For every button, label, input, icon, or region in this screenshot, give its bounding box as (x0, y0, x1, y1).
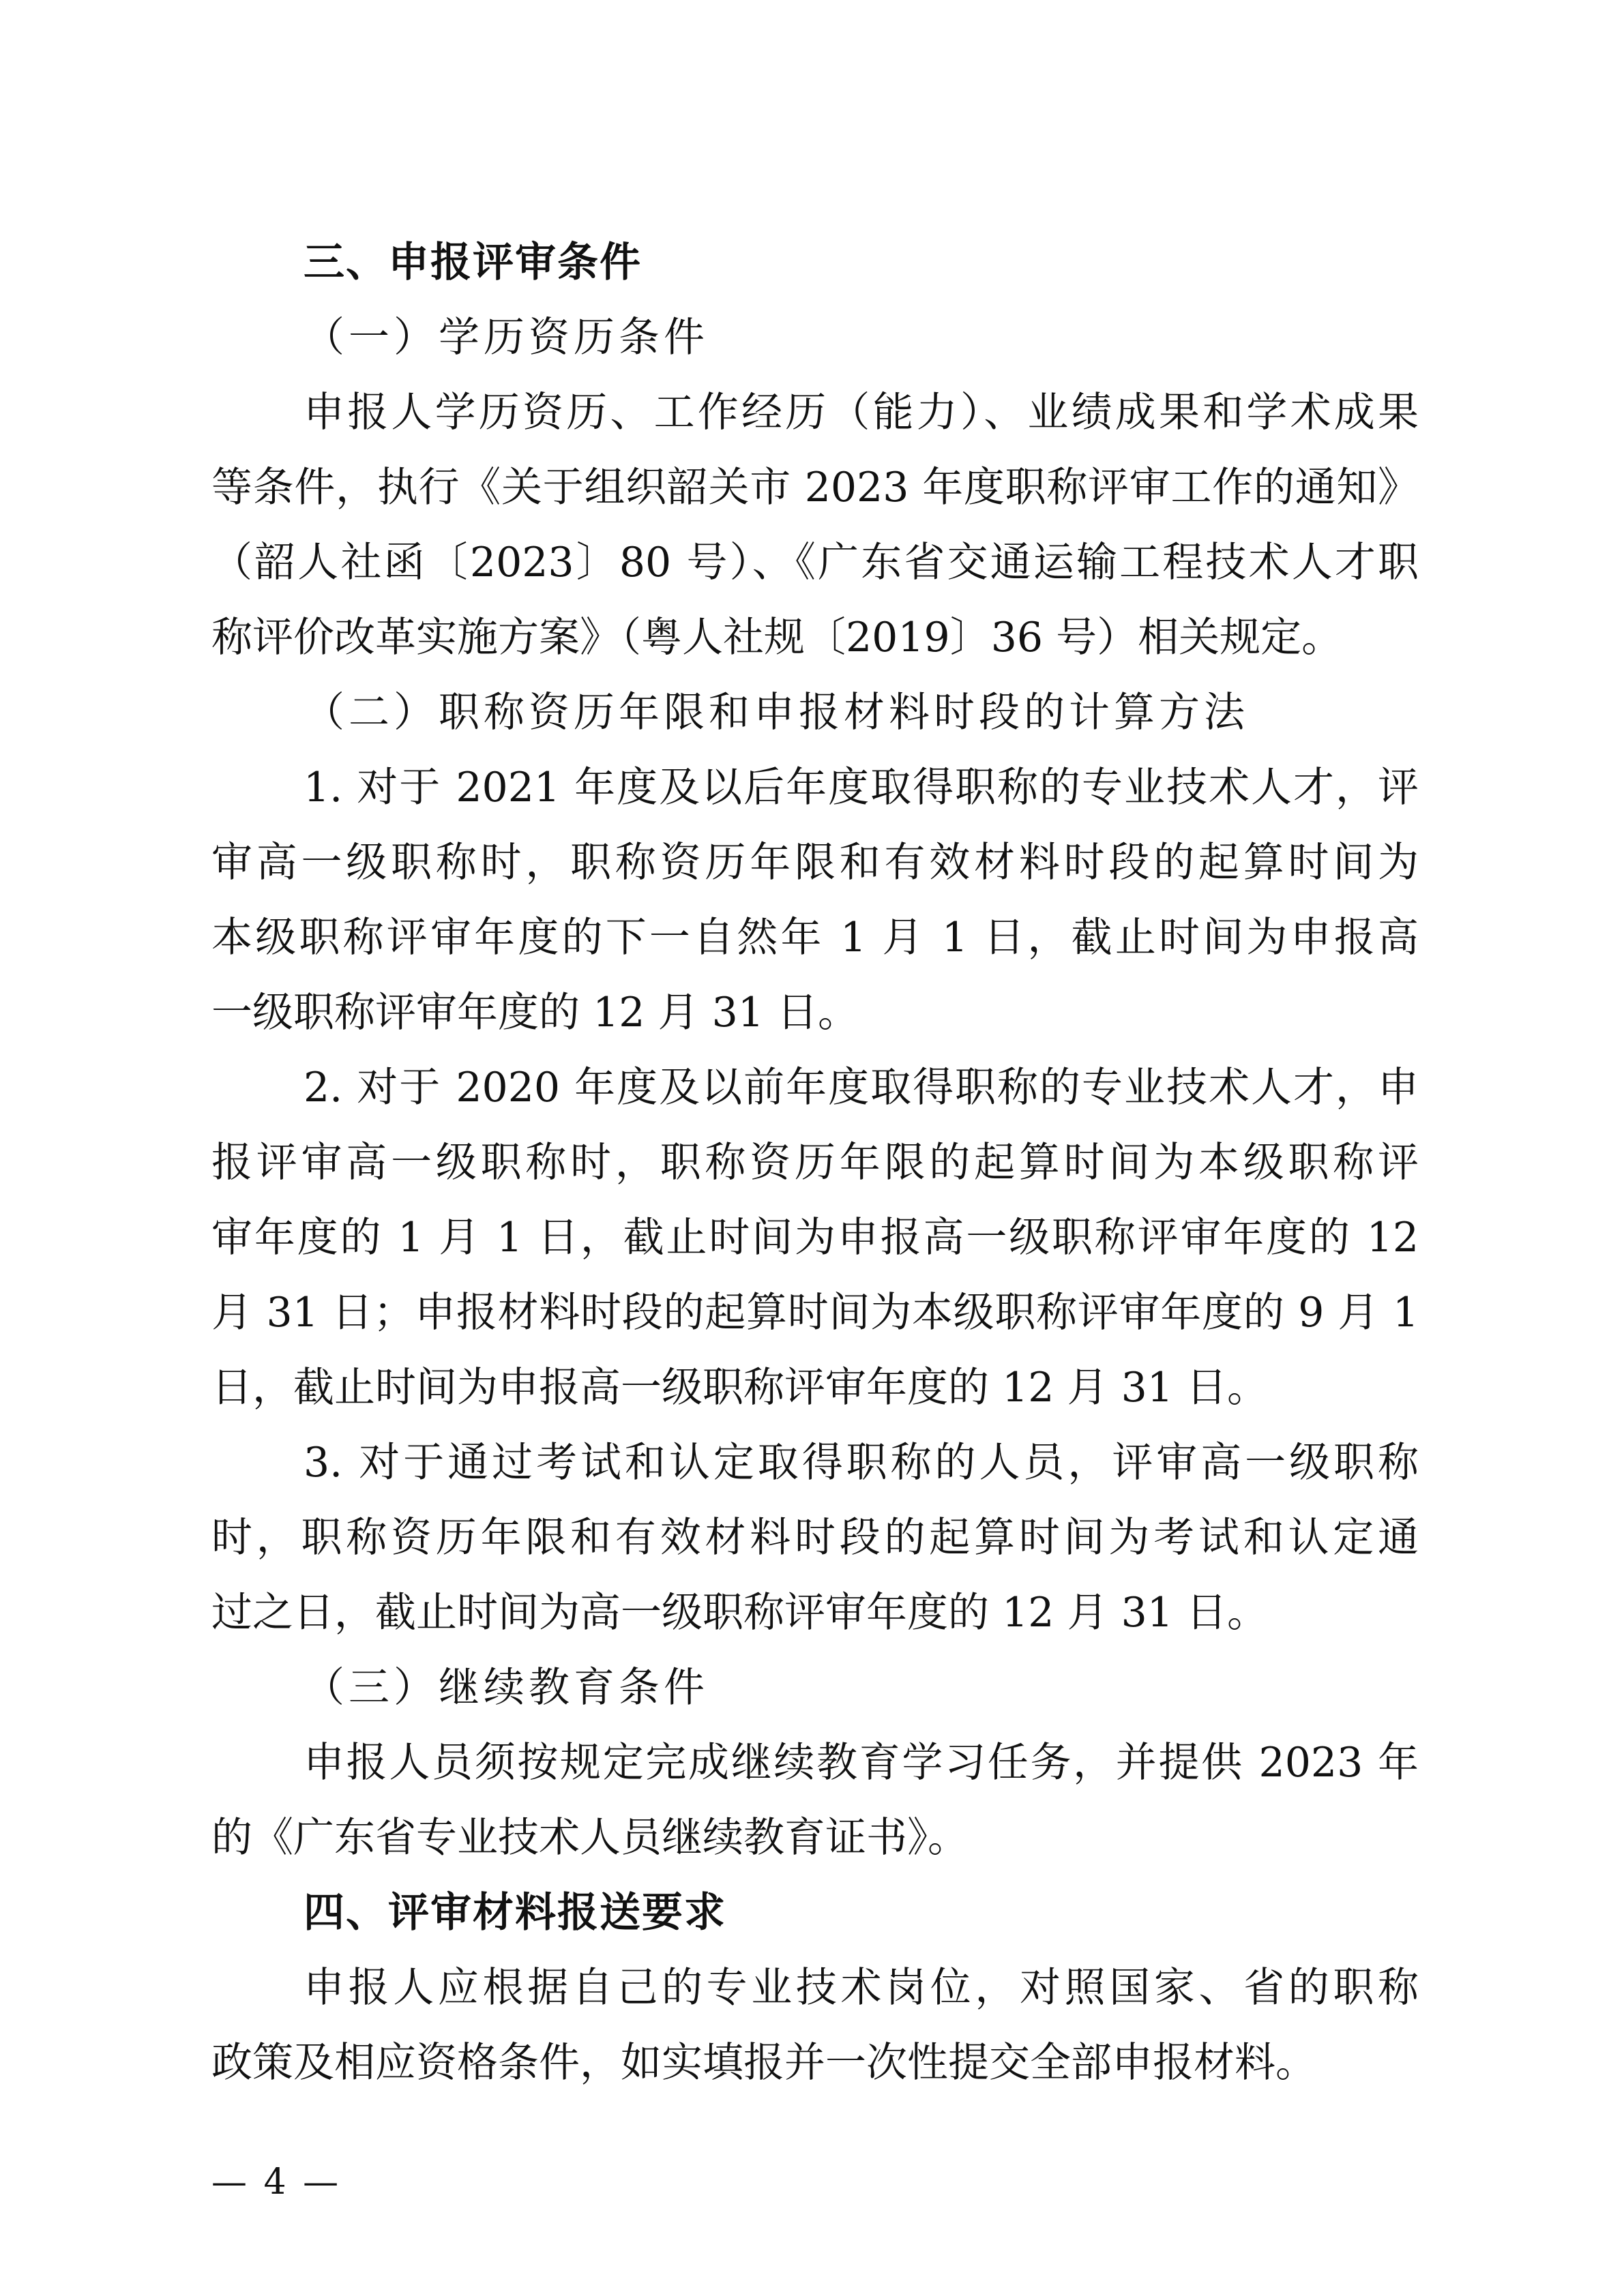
paragraph-line: 申报人员须按规定完成继续教育学习任务，并提供 2023 年 (304, 1739, 1419, 1787)
subsection-heading-3: （三）继续教育条件 (304, 1664, 709, 1712)
paragraph-line: 一级职称评审年度的 12 月 31 日。 (211, 989, 859, 1037)
paragraph-line: 等条件，执行《关于组织韶关市 2023 年度职称评审工作的通知》 (211, 464, 1419, 511)
paragraph-line: （韶人社函〔2023〕80 号）、《广东省交通运输工程技术人才职 (211, 539, 1419, 586)
paragraph-line: 审高一级职称时，职称资历年限和有效材料时段的起算时间为 (211, 839, 1419, 886)
page-number: — 4 — (211, 2162, 342, 2203)
paragraph-line: 月 31 日；申报材料时段的起算时间为本级职称评审年度的 9 月 1 (211, 1289, 1419, 1337)
paragraph-line: 1. 对于 2021 年度及以后年度取得职称的专业技术人才，评 (304, 764, 1419, 811)
paragraph-line: 时，职称资历年限和有效材料时段的起算时间为考试和认定通 (211, 1514, 1419, 1562)
paragraph-line: 日，截止时间为申报高一级职称评审年度的 12 月 31 日。 (211, 1364, 1268, 1412)
paragraph-line: 申报人应根据自己的专业技术岗位，对照国家、省的职称 (304, 1964, 1419, 2012)
section-heading-3: 三、申报评审条件 (304, 239, 642, 286)
paragraph-line: 过之日，截止时间为高一级职称评审年度的 12 月 31 日。 (211, 1589, 1268, 1637)
paragraph-line: 报评审高一级职称时，职称资历年限的起算时间为本级职称评 (211, 1139, 1419, 1187)
paragraph-line: 申报人学历资历、工作经历（能力）、业绩成果和学术成果 (304, 389, 1419, 436)
paragraph-line: 3. 对于通过考试和认定取得职称的人员，评审高一级职称 (304, 1439, 1419, 1487)
subsection-heading-1: （一）学历资历条件 (304, 314, 709, 361)
section-heading-4: 四、评审材料报送要求 (304, 1889, 726, 1937)
paragraph-line: 审年度的 1 月 1 日，截止时间为申报高一级职称评审年度的 12 (211, 1214, 1419, 1262)
paragraph-line: 称评价改革实施方案》（粤人社规〔2019〕36 号）相关规定。 (211, 614, 1343, 661)
paragraph-line: 本级职称评审年度的下一自然年 1 月 1 日，截止时间为申报高 (211, 914, 1419, 961)
subsection-heading-2: （二）职称资历年限和申报材料时段的计算方法 (304, 689, 1249, 736)
paragraph-line: 政策及相应资格条件，如实填报并一次性提交全部申报材料。 (211, 2039, 1316, 2087)
paragraph-line: 的《广东省专业技术人员继续教育证书》。 (211, 1814, 969, 1862)
paragraph-line: 2. 对于 2020 年度及以前年度取得职称的专业技术人才，申 (304, 1064, 1419, 1112)
